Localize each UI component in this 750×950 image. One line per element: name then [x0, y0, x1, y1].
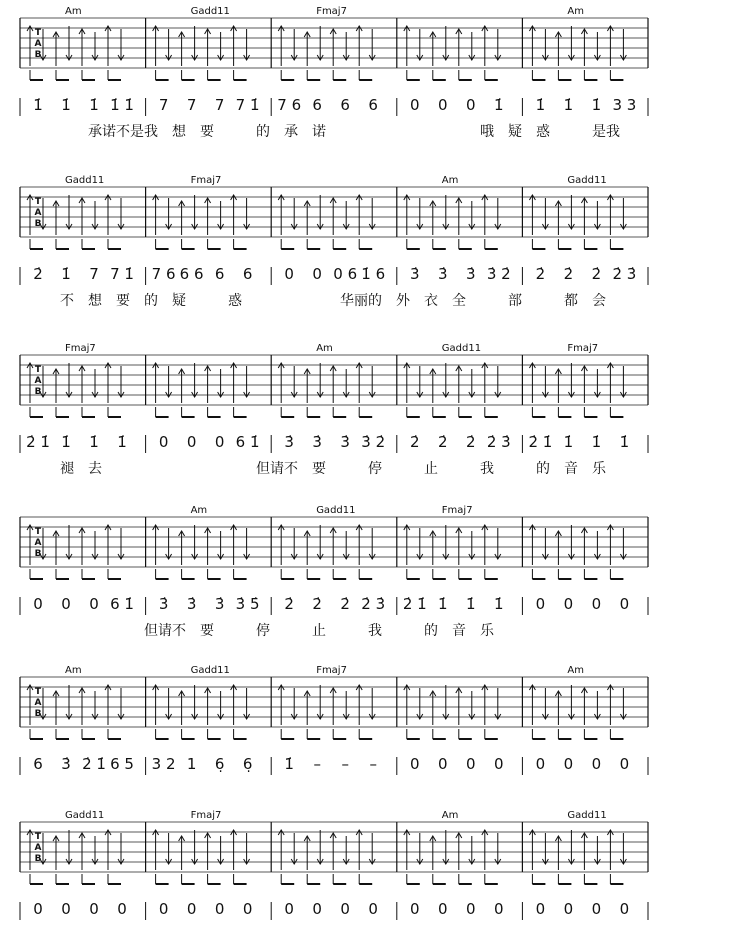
jianpu-note: 0	[410, 900, 420, 918]
jianpu-note: –	[341, 755, 349, 773]
jianpu-note: 2̇	[33, 265, 43, 283]
jianpu-note: 2̇	[340, 595, 350, 613]
jianpu-note: 0	[33, 595, 43, 613]
chord-name: Gadd11	[567, 810, 607, 821]
lyric-word: 停	[256, 623, 270, 639]
jianpu-note: 0	[563, 900, 574, 918]
lyric-word: 音	[452, 623, 466, 639]
jianpu-note: 6 5	[110, 755, 134, 773]
chord-name: Fmaj7	[316, 6, 347, 17]
jianpu-note: 0	[619, 595, 630, 613]
jianpu-note: 3̇	[466, 265, 476, 283]
jianpu-note: 0	[33, 900, 43, 918]
lyric-word: 疑	[172, 293, 186, 309]
jianpu-note: 1	[186, 755, 197, 773]
jianpu-note: 2̇	[438, 433, 448, 451]
jianpu-note: 6 1̇	[235, 433, 260, 451]
chord-name: Am	[65, 6, 82, 17]
chord-name: Am	[316, 343, 333, 354]
jianpu-note: 7	[214, 96, 225, 114]
jianpu-note: 0	[494, 900, 504, 918]
jianpu-note: 0	[61, 900, 71, 918]
jianpu-note: 1̇	[535, 96, 546, 114]
jianpu-note: 3 2	[151, 755, 176, 773]
chord-name: Am	[65, 665, 82, 676]
lyric-word: 不	[172, 623, 186, 639]
jianpu-note: 1̇ 1̇	[110, 96, 134, 114]
jianpu-note: 1̇	[591, 433, 602, 451]
jianpu-note: 0	[242, 900, 253, 918]
jianpu-note: 3̇ 2̇	[486, 265, 511, 283]
jianpu-note: 2̇ 1̇	[528, 433, 553, 451]
lyric-word: 要	[200, 124, 214, 140]
jianpu-note: 7	[186, 96, 197, 114]
jianpu-note: 0	[466, 96, 476, 114]
jianpu-note: 6̣	[214, 755, 225, 773]
jianpu-note: 0	[466, 900, 476, 918]
lyric-word: 乐	[592, 461, 606, 477]
jianpu-note: 6	[214, 265, 225, 283]
jianpu-note: 2̇	[466, 433, 476, 451]
tab-letter: A	[34, 843, 42, 853]
jianpu-note: 0	[117, 900, 127, 918]
chord-name: Am	[441, 175, 459, 186]
tab-letter: B	[34, 709, 42, 719]
jianpu-note: 3̇	[340, 433, 350, 451]
tab-letter: A	[34, 39, 42, 49]
tab-letter: B	[34, 549, 42, 559]
lyric-word: 诺	[312, 124, 326, 140]
jianpu-note: 2̇	[591, 265, 602, 283]
jianpu-note: 3̇	[438, 265, 448, 283]
jianpu-note: 1̇	[33, 96, 43, 114]
jianpu-note: 0 6	[333, 265, 358, 283]
jianpu-note: 1̇	[619, 433, 630, 451]
tab-letter: T	[34, 832, 42, 842]
jianpu-note: 7 6	[277, 96, 302, 114]
chord-name: Gadd11	[65, 810, 105, 821]
jianpu-note: 0	[563, 755, 574, 773]
jianpu-note: 0	[89, 595, 99, 613]
jianpu-note: 2̇	[410, 433, 420, 451]
jianpu-note: 1̇	[494, 595, 504, 613]
lyric-word: 我	[480, 461, 494, 477]
tab-letter: T	[34, 28, 42, 38]
chord-name: Gadd11	[316, 505, 356, 516]
jianpu-note: 3̇	[214, 595, 225, 613]
chord-name: Fmaj7	[441, 505, 473, 516]
jianpu-note: 1̇	[284, 755, 294, 773]
jianpu-note: –	[369, 755, 377, 773]
jianpu-note: 2̇ 1̇	[82, 755, 106, 773]
jianpu-note: 6	[242, 265, 253, 283]
jianpu-note: 2̇ 1̇	[26, 433, 50, 451]
jianpu-note: 6	[340, 96, 350, 114]
lyric-word: 不是	[116, 124, 144, 140]
jianpu-note: 0	[214, 433, 225, 451]
jianpu-note: 2̇	[312, 595, 322, 613]
chord-name: Gadd11	[190, 665, 230, 676]
lyric-word: 承	[284, 124, 298, 140]
jianpu-note: 6 6	[179, 265, 204, 283]
lyric-word: 褪	[60, 461, 74, 477]
jianpu-note: 0	[466, 755, 476, 773]
lyric-word: 但请	[256, 461, 284, 477]
jianpu-note: 3̇	[312, 433, 322, 451]
jianpu-note: 7	[158, 96, 169, 114]
jianpu-note: 7	[89, 265, 99, 283]
jianpu-note: 0	[284, 900, 294, 918]
lyric-word: 哦	[480, 124, 494, 140]
lyric-word: 不	[60, 293, 74, 309]
tab-letter: T	[34, 197, 42, 207]
jianpu-note: 1̇	[494, 96, 504, 114]
jianpu-note: 0	[410, 755, 420, 773]
jianpu-note: 0	[340, 900, 350, 918]
system-3	[20, 343, 648, 477]
jianpu-note: 6 1̇	[110, 595, 134, 613]
jianpu-note: 6	[368, 96, 378, 114]
tab-letter: T	[34, 527, 42, 537]
lyric-word: 止	[424, 461, 438, 477]
jianpu-note: 6̣	[242, 755, 253, 773]
tab-letter: A	[34, 208, 42, 218]
tab-letter: B	[34, 50, 42, 60]
lyric-word: 要	[312, 461, 326, 477]
lyric-word: 的	[256, 124, 270, 140]
jianpu-note: 0	[158, 900, 169, 918]
lyric-word: 要	[116, 293, 130, 309]
jianpu-note: 7 6	[151, 265, 176, 283]
jianpu-note: 0	[61, 595, 71, 613]
lyric-word: 都	[564, 293, 578, 309]
lyric-word: 我	[368, 623, 382, 639]
jianpu-note: 0	[438, 900, 448, 918]
chord-name: Fmaj7	[316, 665, 347, 676]
jianpu-note: 3 3	[612, 96, 637, 114]
lyric-word: 音	[564, 461, 578, 477]
system-2	[20, 175, 648, 309]
jianpu-note: 3̇	[61, 755, 71, 773]
system-4	[20, 505, 648, 639]
jianpu-note: 0	[312, 265, 322, 283]
jianpu-note: 0	[89, 900, 99, 918]
jianpu-note: 0	[535, 595, 546, 613]
lyric-word: 疑	[508, 124, 522, 140]
jianpu-note: 2̇	[563, 265, 574, 283]
tab-letter: A	[34, 376, 42, 386]
jianpu-note: 0	[563, 595, 574, 613]
lyric-word: 止	[312, 623, 326, 639]
jianpu-note: 0	[494, 755, 504, 773]
jianpu-note: 7 1̇	[110, 265, 134, 283]
jianpu-note: 0	[186, 433, 197, 451]
jianpu-note: 3̇ 2̇	[361, 433, 386, 451]
chord-name: Fmaj7	[190, 175, 222, 186]
jianpu-note: 2̇ 3̇	[486, 433, 511, 451]
jianpu-note: 3̇	[410, 265, 420, 283]
jianpu-note: 1̇	[591, 96, 602, 114]
jianpu-note: 7 1̇	[235, 96, 260, 114]
jianpu-note: 0	[368, 900, 378, 918]
system-5	[20, 665, 648, 775]
chord-name: Gadd11	[441, 343, 482, 354]
chord-name: Am	[567, 665, 584, 676]
jianpu-note: 2̇	[284, 595, 294, 613]
chord-name: Gadd11	[567, 175, 607, 186]
jianpu-note: 3̇	[158, 595, 169, 613]
jianpu-note: 0	[284, 265, 294, 283]
jianpu-note: 0	[591, 755, 602, 773]
tab-letter: B	[34, 854, 42, 864]
lyric-word: 我	[144, 124, 158, 140]
jianpu-note: 0	[158, 433, 169, 451]
jianpu-note: 0	[535, 900, 546, 918]
jianpu-note: 3̇ 5̇	[235, 595, 260, 613]
chord-name: Fmaj7	[190, 810, 222, 821]
lyric-word: 华丽的	[340, 293, 382, 309]
jianpu-note: 2̇ 1̇	[402, 595, 427, 613]
chord-name: Gadd11	[190, 6, 230, 17]
jianpu-note: 0	[438, 755, 448, 773]
jianpu-note: 0	[214, 900, 225, 918]
jianpu-note: 0	[619, 755, 630, 773]
jianpu-note: 1̇	[466, 595, 476, 613]
tab-letter: B	[34, 219, 42, 229]
jianpu-note: 1̇	[117, 433, 127, 451]
chord-name: Fmaj7	[65, 343, 96, 354]
lyric-word: 乐	[480, 623, 494, 639]
chord-name: Gadd11	[65, 175, 105, 186]
jianpu-note: 1̇	[61, 96, 71, 114]
lyric-word: 承诺	[88, 124, 116, 140]
jianpu-note: –	[313, 755, 321, 773]
chord-name: Am	[567, 6, 584, 17]
jianpu-note: 6	[33, 755, 43, 773]
lyric-word: 全	[452, 293, 466, 309]
lyric-word: 是我	[592, 124, 620, 140]
jianpu-note: 1̇	[438, 595, 448, 613]
jianpu-note: 1̇	[61, 433, 71, 451]
tab-letter: A	[34, 538, 42, 548]
lyric-word: 但请	[144, 623, 172, 639]
tab-letter: T	[34, 687, 42, 697]
lyric-word: 惑	[536, 124, 550, 140]
jianpu-note: 0	[312, 900, 322, 918]
jianpu-note: 3̇	[186, 595, 197, 613]
jianpu-note: 0	[591, 595, 602, 613]
jianpu-note: 2̇ 3̇	[612, 265, 637, 283]
lyric-word: 不	[284, 461, 298, 477]
lyric-word: 的	[144, 293, 158, 309]
lyric-word: 去	[88, 461, 102, 477]
lyric-word: 部	[508, 293, 522, 309]
jianpu-note: 3̇	[284, 433, 294, 451]
lyric-word: 停	[368, 461, 382, 477]
jianpu-note: 2̇	[535, 265, 546, 283]
jianpu-note: 0	[591, 900, 602, 918]
tab-letter: T	[34, 365, 42, 375]
jianpu-note: 0	[438, 96, 448, 114]
lyric-word: 外	[396, 293, 410, 309]
lyric-word: 的	[536, 461, 550, 477]
jianpu-note: 2̇ 3̇	[361, 595, 386, 613]
lyric-word: 想	[88, 293, 102, 309]
chord-name: Am	[190, 505, 208, 516]
jianpu-note: 1̇ 6	[361, 265, 386, 283]
tab-letter: A	[34, 698, 42, 708]
lyric-word: 的	[424, 623, 438, 639]
tab-letter: B	[34, 387, 42, 397]
jianpu-note: 1̇	[61, 265, 71, 283]
system-6	[20, 810, 648, 920]
jianpu-note: 0	[619, 900, 630, 918]
system-1	[20, 6, 648, 140]
lyric-word: 会	[592, 293, 606, 309]
lyric-word: 衣	[424, 293, 438, 309]
jianpu-note: 0	[410, 96, 420, 114]
lyric-word: 要	[200, 623, 214, 639]
jianpu-note: 6	[312, 96, 322, 114]
jianpu-note: 0	[186, 900, 197, 918]
jianpu-note: 1̇	[89, 433, 99, 451]
jianpu-note: 1̇	[89, 96, 99, 114]
jianpu-note: 1̇	[563, 433, 574, 451]
lyric-word: 惑	[228, 293, 242, 309]
jianpu-note: 0	[535, 755, 546, 773]
lyric-word: 想	[172, 124, 186, 140]
chord-name: Am	[441, 810, 459, 821]
jianpu-note: 1̇	[563, 96, 574, 114]
chord-name: Fmaj7	[567, 343, 599, 354]
